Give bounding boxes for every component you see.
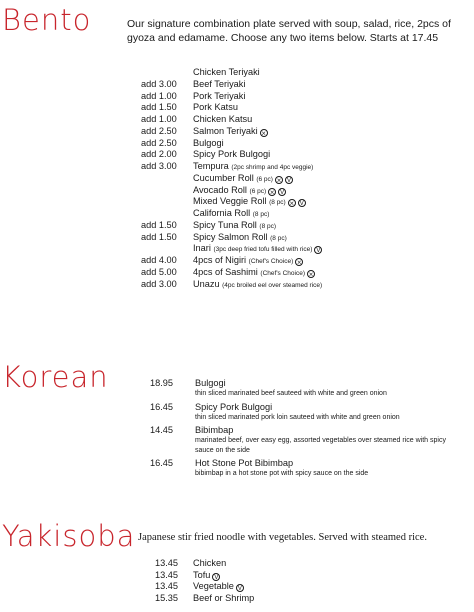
bento-item-note: (6 pc) <box>256 175 273 183</box>
bento-item-note: (2pc shrimp and 4pc veggie) <box>231 164 314 171</box>
yakisoba-item-price: 13.45 <box>155 558 178 568</box>
bento-item-name: Inari <box>193 243 211 254</box>
bento-item-name: Tempura <box>193 161 229 171</box>
bento-item-note: (Chef's Choice) <box>260 269 306 277</box>
bento-item-price: add 3.00 <box>141 161 177 171</box>
bento-item-name: Unazu <box>193 278 220 289</box>
yakisoba-item <box>193 570 220 582</box>
korean-item-name: Hot Stone Pot Bibimbap <box>195 458 294 468</box>
chopsticks-icon: ⨯ <box>308 271 314 278</box>
yakisoba-intro: Japanese stir fried noodle with vegetables. Served with steamed rice. <box>138 532 427 543</box>
yakisoba-item-row <box>155 581 455 593</box>
bento-item-note: (8 pc) <box>252 211 270 218</box>
bento-item-row <box>141 102 471 114</box>
bento-item-name: Avocado Roll <box>193 184 247 195</box>
bento-item-row <box>141 279 471 291</box>
bento-item-row <box>141 243 471 255</box>
bento-menu-list <box>141 67 471 290</box>
korean-item-description: thin sliced marinated pork loin sauteed with white and green onion <box>195 413 400 421</box>
bento-item-row <box>141 196 471 208</box>
korean-item-name: Bulgogi <box>195 378 226 388</box>
bento-item-row <box>141 149 471 161</box>
bento-item-row <box>141 91 471 103</box>
bento-item-price: add 4.00 <box>141 255 177 265</box>
vegetarian-icon: V <box>316 248 321 255</box>
yakisoba-item-row <box>155 593 455 605</box>
bento-item-price: add 3.00 <box>141 78 177 89</box>
chopsticks-icon: ⨯ <box>296 260 302 266</box>
bento-intro: Our signature combination plate served with soup, salad, rice, 2pcs of gyoza and edamame. Choose any two items below. Starts at 17.45 <box>127 18 451 44</box>
bento-item-note: (Chef's Choice) <box>248 258 294 265</box>
bento-item-note: (6 pc) <box>249 187 267 195</box>
korean-item-name: Bibimbap <box>195 425 234 435</box>
yakisoba-title: Yakisoba <box>2 519 136 553</box>
bento-item-name: 4pcs of Nigiri <box>193 255 247 265</box>
korean-menu-list <box>150 378 474 482</box>
bento-item-name: Beef Teriyaki <box>193 78 246 89</box>
bento-item-note: (8 pc) <box>270 234 287 242</box>
bento-item-row <box>141 232 471 244</box>
bento-item-price: add 1.00 <box>141 90 177 101</box>
bento-item-price: add 1.50 <box>141 231 177 242</box>
bento-item-name: Pork Katsu <box>193 102 238 113</box>
yakisoba-item-price: 13.45 <box>155 581 178 591</box>
bento-item-row <box>141 208 471 220</box>
bento-item <box>193 149 270 161</box>
bento-item <box>193 79 245 91</box>
bento-item <box>193 279 322 292</box>
vegetarian-icon: V <box>214 574 219 581</box>
bento-item <box>193 126 268 138</box>
bento-item-row <box>141 185 471 197</box>
bento-item-row <box>141 138 471 150</box>
bento-item-name: Cucumber Roll <box>193 172 254 183</box>
korean-item-row <box>150 425 474 436</box>
bento-item-row <box>141 173 471 185</box>
bento-item-price: add 3.00 <box>141 278 177 289</box>
korean-item-description: thin sliced marinated beef sauteed with white and green onion <box>195 390 387 397</box>
bento-item-note: (3pc deep fried tofu filled with rice) <box>213 246 313 254</box>
yakisoba-item-name: Vegetable <box>193 581 234 591</box>
bento-item-note: (4pc broiled eel over steamed rice) <box>222 281 323 289</box>
korean-item-row <box>150 458 474 469</box>
bento-item-name: Bulgogi <box>193 137 224 148</box>
yakisoba-item <box>193 558 226 570</box>
korean-title: Korean <box>2 360 109 394</box>
bento-item-row <box>141 161 471 173</box>
bento-item-name: Salmon Teriyaki <box>193 125 258 136</box>
bento-item-note: (8 pc) <box>259 222 277 230</box>
yakisoba-item-name: Beef or Shrimp <box>193 592 255 603</box>
bento-item-name: Chicken Teriyaki <box>193 67 260 77</box>
yakisoba-menu-list <box>155 558 455 604</box>
bento-item-price: add 1.00 <box>141 114 177 124</box>
korean-item-name: Spicy Pork Bulgogi <box>195 401 273 412</box>
bento-item-price: add 2.00 <box>141 149 177 160</box>
bento-item-row <box>141 126 471 138</box>
korean-item-row <box>150 402 474 413</box>
bento-item-name: 4pcs of Sashimi <box>193 266 258 277</box>
korean-item-price: 14.45 <box>150 425 173 435</box>
bento-item-row <box>141 67 471 79</box>
bento-item-price: add 2.50 <box>141 125 177 136</box>
korean-item-price: 16.45 <box>150 458 173 468</box>
vegetarian-icon: V <box>280 189 285 196</box>
bento-item-price: add 1.50 <box>141 219 177 230</box>
bento-item <box>193 114 252 126</box>
bento-item-name: Spicy Tuna Roll <box>193 219 257 230</box>
bento-item-name: Pork Teriyaki <box>193 90 246 101</box>
yakisoba-item-row <box>155 570 455 582</box>
bento-item-name: Spicy Pork Bulgogi <box>193 149 271 160</box>
yakisoba-item <box>193 593 254 605</box>
bento-item-price: add 5.00 <box>141 266 177 277</box>
bento-item-price: add 2.50 <box>141 137 177 148</box>
bento-item-name: Mixed Veggie Roll <box>193 196 267 207</box>
korean-item-description: marinated beef, over easy egg, assorted vegetables over steamed rice with spicy sauce on the side <box>195 437 446 454</box>
chopsticks-icon: ⨯ <box>289 201 295 208</box>
bento-item <box>193 138 224 150</box>
vegetarian-icon: V <box>237 586 242 592</box>
korean-item-description: bibimbap in a hot stone pot with spicy sauce on the side <box>195 470 369 477</box>
bento-item-row <box>141 267 471 279</box>
bento-item-row <box>141 114 471 126</box>
bento-title: Bento <box>2 3 92 37</box>
bento-item-name: California Roll <box>193 208 251 218</box>
chopsticks-icon: ⨯ <box>276 177 282 184</box>
yakisoba-item <box>193 581 244 593</box>
vegetarian-icon: V <box>286 177 291 184</box>
bento-item-row <box>141 220 471 232</box>
bento-item-row <box>141 79 471 91</box>
chopsticks-icon: ⨯ <box>269 189 275 196</box>
chopsticks-icon: ⨯ <box>261 130 267 137</box>
bento-item-note: (8 pc) <box>269 199 286 207</box>
bento-item <box>193 102 238 114</box>
bento-item-name: Spicy Salmon Roll <box>193 231 268 242</box>
yakisoba-item-row <box>155 558 455 570</box>
bento-item <box>193 91 245 103</box>
yakisoba-item-price: 13.45 <box>155 569 178 580</box>
yakisoba-item-name: Chicken <box>193 558 227 568</box>
bento-item-name: Chicken Katsu <box>193 114 253 124</box>
korean-item-price: 16.45 <box>150 401 173 412</box>
bento-item <box>193 67 260 79</box>
yakisoba-item-name: Tofu <box>193 569 211 580</box>
vegetarian-icon: V <box>299 201 304 208</box>
korean-item-price: 18.95 <box>150 378 173 388</box>
bento-item-row <box>141 255 471 267</box>
yakisoba-item-price: 15.35 <box>155 592 178 603</box>
korean-item-row <box>150 378 474 389</box>
bento-item-price: add 1.50 <box>141 102 177 113</box>
